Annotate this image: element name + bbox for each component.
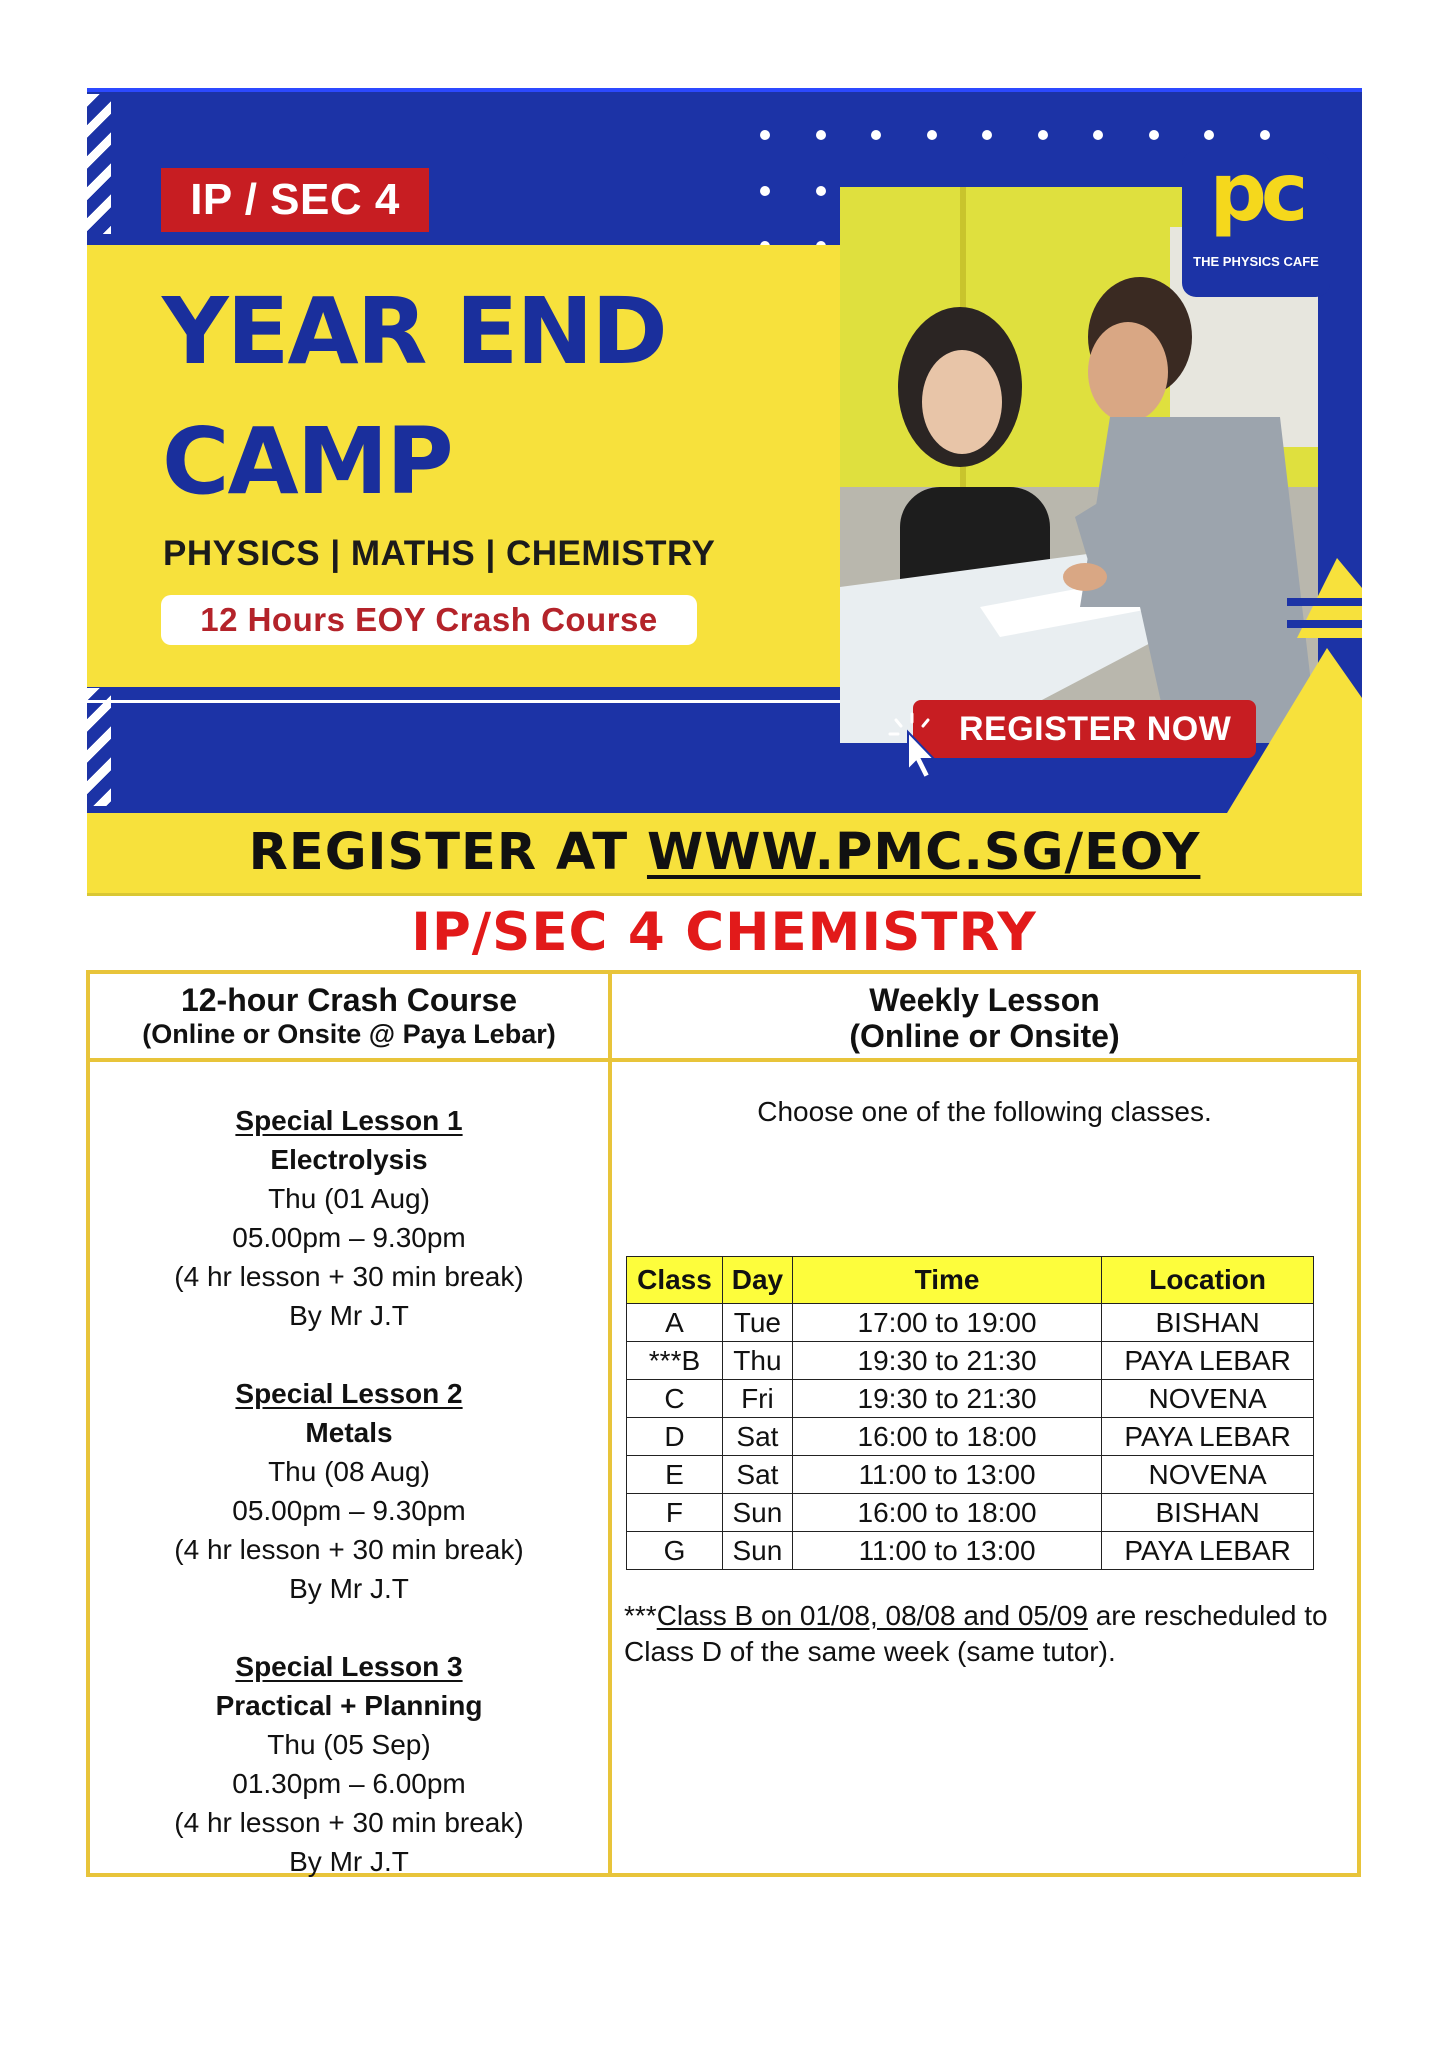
column-header: Time xyxy=(792,1257,1101,1304)
cursor-click-icon xyxy=(882,712,942,782)
weekly-lesson-subtitle: (Online or Onsite) xyxy=(849,1018,1120,1054)
lesson-topic: Metals xyxy=(305,1417,393,1448)
register-now-button[interactable]: REGISTER NOW xyxy=(913,700,1256,758)
weekly-lesson-title: Weekly Lesson xyxy=(869,982,1100,1018)
reschedule-note xyxy=(624,1598,1344,1670)
table-row xyxy=(627,1380,1314,1418)
crash-course-title: 12-hour Crash Course xyxy=(180,982,518,1018)
time-cell: 19:30 to 21:30 xyxy=(792,1380,1101,1418)
logo-name: THE PHYSICS CAFE xyxy=(1193,254,1319,269)
note-underlined-text: Class B on 01/08, 08/08 and 05/09 xyxy=(656,1600,1088,1631)
crash-course-subtitle: (Online or Onsite @ Paya Lebar) xyxy=(142,1019,556,1049)
dot-decoration xyxy=(1204,130,1214,140)
time-cell: 19:30 to 21:30 xyxy=(792,1342,1101,1380)
dot-decoration xyxy=(1093,130,1103,140)
table-row xyxy=(627,1494,1314,1532)
table-row xyxy=(627,1456,1314,1494)
table-row xyxy=(627,1418,1314,1456)
location-cell: BISHAN xyxy=(1102,1304,1314,1342)
special-lessons-list xyxy=(90,1101,608,1920)
location-cell: NOVENA xyxy=(1102,1456,1314,1494)
table-row xyxy=(627,1532,1314,1570)
location-cell: PAYA LEBAR xyxy=(1102,1532,1314,1570)
day-cell: Tue xyxy=(722,1304,792,1342)
day-cell: Sun xyxy=(722,1532,792,1570)
crash-course-header xyxy=(90,974,608,1058)
weekly-lesson-header xyxy=(612,974,1357,1058)
register-strip xyxy=(87,813,1362,896)
register-url-link[interactable]: WWW.PMC.SG/EOY xyxy=(646,823,1201,882)
time-cell: 16:00 to 18:00 xyxy=(792,1494,1101,1532)
time-cell: 17:00 to 19:00 xyxy=(792,1304,1101,1342)
location-cell: BISHAN xyxy=(1102,1494,1314,1532)
chemistry-heading: IP/SEC 4 CHEMISTRY xyxy=(411,902,1037,963)
lesson-date: Thu (05 Sep) xyxy=(267,1729,431,1760)
dot-decoration xyxy=(760,186,770,196)
note-text: are rescheduled to Class D of the same week (same tutor). xyxy=(624,1600,1328,1667)
title-line-1: YEAR END xyxy=(162,278,666,385)
lesson-title: Special Lesson 2 xyxy=(235,1378,463,1409)
dot-decoration xyxy=(1149,130,1159,140)
lesson-date: Thu (01 Aug) xyxy=(268,1183,430,1214)
special-lesson xyxy=(90,1374,608,1608)
stripe-decoration-bottom xyxy=(87,688,111,806)
special-lesson xyxy=(90,1101,608,1335)
subjects-line: PHYSICS | MATHS | CHEMISTRY xyxy=(163,534,716,573)
dot-decoration xyxy=(927,130,937,140)
dot-decoration xyxy=(816,186,826,196)
dot-decoration xyxy=(1038,130,1048,140)
special-lesson xyxy=(90,1647,608,1881)
day-cell: Thu xyxy=(722,1342,792,1380)
time-cell: 11:00 to 13:00 xyxy=(792,1456,1101,1494)
lesson-time: 01.30pm – 6.00pm xyxy=(232,1768,466,1799)
class-cell: ***B xyxy=(627,1342,723,1380)
lesson-topic: Practical + Planning xyxy=(215,1690,483,1721)
crash-course-pill: 12 Hours EOY Crash Course xyxy=(161,595,697,645)
class-cell: D xyxy=(627,1418,723,1456)
day-cell: Sat xyxy=(722,1456,792,1494)
lesson-title: Special Lesson 3 xyxy=(235,1651,463,1682)
lesson-duration: (4 hr lesson + 30 min break) xyxy=(174,1807,524,1838)
dot-decoration xyxy=(816,130,826,140)
time-cell: 16:00 to 18:00 xyxy=(792,1418,1101,1456)
lesson-time: 05.00pm – 9.30pm xyxy=(232,1495,466,1526)
lesson-tutor: By Mr J.T xyxy=(289,1846,409,1877)
table-row xyxy=(627,1304,1314,1342)
header-divider xyxy=(90,1058,1357,1062)
schedule-table xyxy=(86,970,1361,1877)
class-cell: G xyxy=(627,1532,723,1570)
physics-cafe-logo xyxy=(1182,146,1330,297)
table-row xyxy=(627,1342,1314,1380)
location-cell: PAYA LEBAR xyxy=(1102,1418,1314,1456)
title-line-2: CAMP xyxy=(162,408,452,515)
lesson-tutor: By Mr J.T xyxy=(289,1300,409,1331)
banner-top-line xyxy=(87,88,1362,92)
location-cell: NOVENA xyxy=(1102,1380,1314,1418)
lesson-time: 05.00pm – 9.30pm xyxy=(232,1222,466,1253)
lesson-duration: (4 hr lesson + 30 min break) xyxy=(174,1261,524,1292)
dot-decoration xyxy=(871,130,881,140)
level-badge: IP / SEC 4 xyxy=(161,168,429,232)
dot-decoration xyxy=(760,130,770,140)
column-header: Day xyxy=(722,1257,792,1304)
note-prefix: *** xyxy=(624,1600,657,1631)
triangle-decoration xyxy=(1227,558,1362,813)
location-cell: PAYA LEBAR xyxy=(1102,1342,1314,1380)
register-line xyxy=(87,823,1362,882)
day-cell: Sun xyxy=(722,1494,792,1532)
logo-mark: pc xyxy=(1209,146,1303,239)
class-cell: C xyxy=(627,1380,723,1418)
lesson-topic: Electrolysis xyxy=(270,1144,428,1175)
column-header: Location xyxy=(1102,1257,1314,1304)
class-cell: E xyxy=(627,1456,723,1494)
divider-line xyxy=(87,700,847,703)
lesson-tutor: By Mr J.T xyxy=(289,1573,409,1604)
promo-banner xyxy=(87,88,1362,813)
lesson-duration: (4 hr lesson + 30 min break) xyxy=(174,1534,524,1565)
choose-class-instruction: Choose one of the following classes. xyxy=(757,1096,1212,1127)
lesson-title: Special Lesson 1 xyxy=(235,1105,463,1136)
weekly-class-table xyxy=(626,1256,1314,1570)
day-cell: Sat xyxy=(722,1418,792,1456)
class-cell: F xyxy=(627,1494,723,1532)
lesson-date: Thu (08 Aug) xyxy=(268,1456,430,1487)
class-cell: A xyxy=(627,1304,723,1342)
day-cell: Fri xyxy=(722,1380,792,1418)
register-prefix: REGISTER AT xyxy=(248,823,647,882)
dot-decoration xyxy=(1260,130,1270,140)
table-header-row xyxy=(627,1257,1314,1304)
column-header: Class xyxy=(627,1257,723,1304)
stripe-decoration-top xyxy=(87,94,111,234)
time-cell: 11:00 to 13:00 xyxy=(792,1532,1101,1570)
dot-decoration xyxy=(982,130,992,140)
